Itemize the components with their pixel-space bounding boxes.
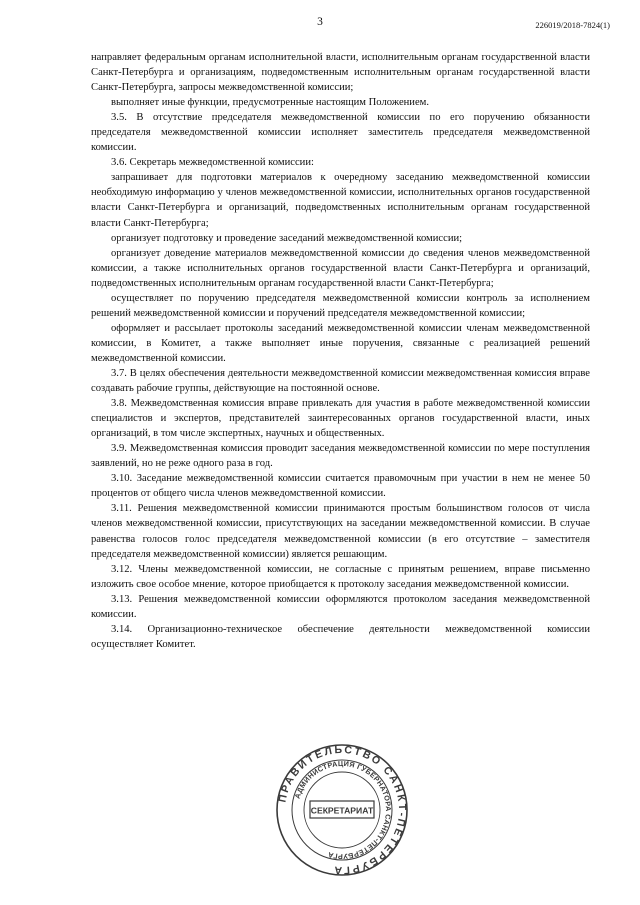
paragraph: 3.9. Межведомственная комиссия проводит заседания межведомственной комиссии по мере поступления заявлений, но не реже одного раза в год.	[91, 443, 590, 470]
paragraph: организует подготовку и проведение заседаний межведомственной комиссии;	[111, 232, 463, 244]
paragraph: осуществляет по поручению председателя межведомственной комиссии контроль за исполнением решений межведомственной комиссии и поручений председателя межведомственной комиссии;	[91, 292, 590, 319]
paragraph: 3.13. Решения межведомственной комиссии оформляются протоколом заседания межведомственной комиссии.	[91, 593, 590, 620]
document-id: 226019/2018-7824(1)	[535, 20, 610, 30]
stamp-center-text: СЕКРЕТАРИАТ	[310, 805, 374, 816]
paragraph: 3.5. В отсутствие председателя межведомственной комиссии по его поручению обязанности председателя межведомственной комиссии исполняет заместитель председателя межведомственной комиссии.	[91, 112, 590, 154]
paragraph: 3.14. Организационно-техническое обеспечение деятельности межведомственной комиссии осуществляет Комитет.	[91, 623, 590, 650]
stamp-inner-text: АДМИНИСТРАЦИЯ ГУБЕРНАТОРА САНКТ-ПЕТЕРБУРГА	[292, 758, 394, 862]
paragraph: 3.10. Заседание межведомственной комиссии считается правомочным при участии в нем не менее 50 процентов от общего числа членов межведомственной комиссии.	[91, 473, 590, 500]
document-body	[91, 50, 590, 652]
paragraph: 3.7. В целях обеспечения деятельности межведомственной комиссии межведомственная комиссия вправе создавать рабочие группы, действующие на постоянной основе.	[91, 367, 590, 395]
paragraph: направляет федеральным органам исполнительной власти, исполнительным органам государственной власти Санкт-Петербурга и организациям, подведомственным исполнительным органам государственной власти Санкт-Петербурга, запросы межведомственной комиссии;	[91, 52, 590, 94]
paragraph: 3.11. Решения межведомственной комиссии принимаются простым большинством голосов от числа членов межведомственной комиссии, присутствующих на заседании межведомственной комиссии. В случае равенства голосов голос председателя межведомственной комиссии (в его отсутствие – заместителя председателя межведомственной комиссии) является решающим.	[91, 503, 590, 560]
official-stamp	[275, 743, 409, 877]
paragraph: 3.8. Межведомственная комиссия вправе привлекать для участия в работе межведомственной комиссии специалистов и экспертов, представителей заинтересованных органов государственной власти, иных организаций, в том числе экспертных, научных и общественных.	[91, 398, 590, 440]
paragraph: оформляет и рассылает протоколы заседаний межведомственной комиссии членам межведомственной комиссии, в Комитет, а также выполняет иные поручения, связанные с реализацией решений межведомственной комиссии.	[91, 322, 590, 364]
paragraph: выполняет иные функции, предусмотренные настоящим Положением.	[111, 97, 430, 109]
stamp-seal	[275, 743, 409, 877]
paragraph: 3.12. Члены межведомственной комиссии, не согласные с принятым решением, вправе письменно изложить свое особое мнение, которое приобщается к протоколу заседания межведомственной комиссии.	[91, 563, 590, 590]
paragraph: организует доведение материалов межведомственной комиссии до сведения членов межведомственной комиссии, а также исполнительных органов государственной власти Санкт-Петербурга и организаций, подведомственных исполнительным органам государственной власти Санкт-Петербурга;	[91, 247, 590, 289]
paragraph: запрашивает для подготовки материалов к очередному заседанию межведомственной комиссии необходимую информацию у членов межведомственной комиссии, исполнительных органов государственной власти Санкт-Петербурга и организаций, подведомственных исполнительным органам государственной власти Санкт-Петербурга;	[91, 172, 590, 229]
stamp-outer-text: ПРАВИТЕЛЬСТВО САНКТ-ПЕТЕРБУРГА	[276, 743, 409, 877]
paragraph: 3.6. Секретарь межведомственной комиссии:	[111, 157, 314, 169]
page-number: 3	[317, 16, 323, 28]
